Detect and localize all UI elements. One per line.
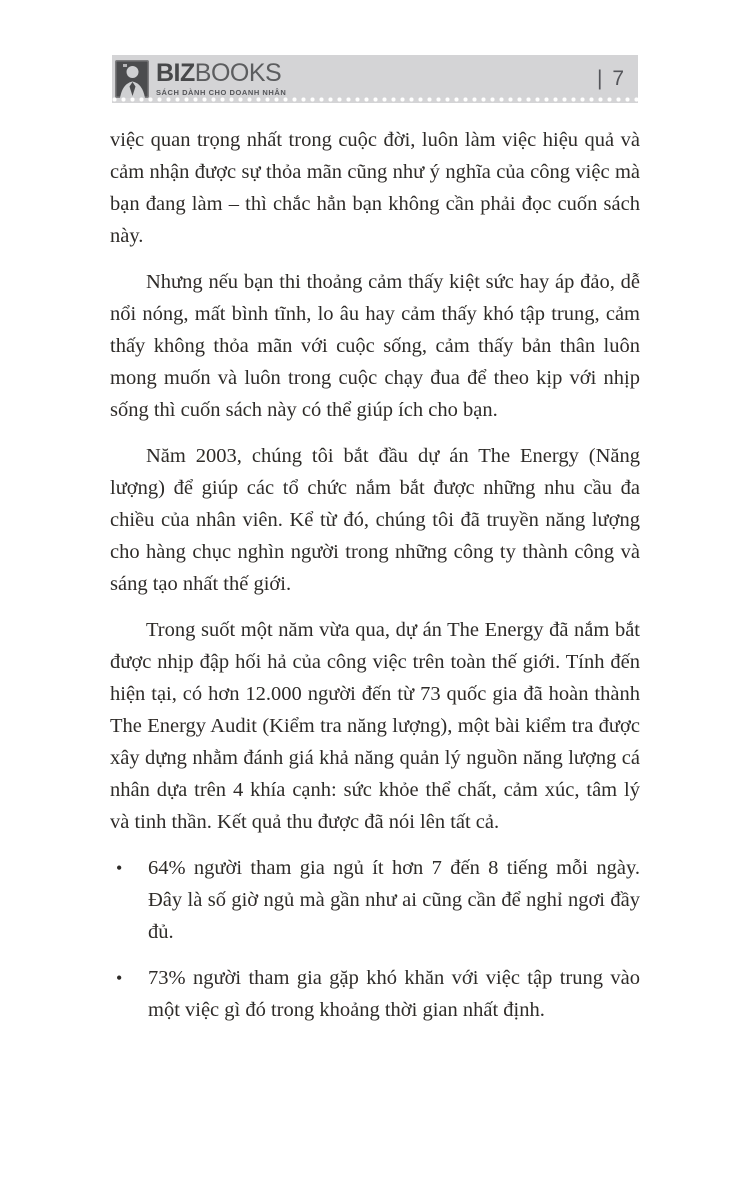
businessman-icon — [115, 60, 149, 98]
brand-books: BOOKS — [194, 58, 282, 87]
brand-biz: BIZ — [156, 58, 195, 87]
bullet-icon: • — [116, 968, 123, 988]
bullet-text: 73% người tham gia gặp khó khăn với việc tập trung vào một việc gì đó trong khoảng thời gian nhất định. — [148, 967, 640, 1021]
bullet-text: 64% người tham gia ngủ ít hơn 7 đến 8 tiếng mỗi ngày. Đây là số giờ ngủ mà gần như ai cũng cần để nghỉ ngơi đầy đủ. — [148, 857, 640, 943]
page-number: | 7 — [597, 67, 626, 90]
paragraph-3: Năm 2003, chúng tôi bắt đầu dự án The Energy (Năng lượng) để giúp các tổ chức nắm bắt được những nhu cầu đa chiều của nhân viên. Kể từ đó, chúng tôi đã truyền năng lượng cho hàng chục nghìn người trong những công ty thành công và sáng tạo nhất thế giới. — [110, 445, 640, 595]
bullet-icon: • — [116, 858, 123, 878]
statistics-list — [110, 852, 640, 1026]
page-content — [110, 124, 640, 1040]
paragraph-2: Nhưng nếu bạn thi thoảng cảm thấy kiệt sức hay áp đảo, dễ nổi nóng, mất bình tĩnh, lo âu hay cảm thấy khó tập trung, cảm thấy không thỏa mãn với cuộc sống, cảm thấy bản thân luôn mong muốn và luôn trong cuộc chạy đua để theo kịp với nhịp sống thì cuốn sách này có thể giúp ích cho bạn. — [110, 271, 640, 421]
bizbooks-logo — [112, 60, 286, 98]
list-item — [110, 962, 640, 1026]
paragraph-4: Trong suốt một năm vừa qua, dự án The Energy đã nắm bắt được nhịp đập hối hả của công việc trên toàn thế giới. Tính đến hiện tại, có hơn 12.000 người đến từ 73 quốc gia đã hoàn thành The Energy Audit (Kiểm tra năng lượng), một bài kiểm tra được xây dựng nhằm đánh giá khả năng quản lý nguồn năng lượng cá nhân dựa trên 4 khía cạnh: sức khỏe thể chất, cảm xúc, tâm lý và tinh thần. Kết quả thu được đã nói lên tất cả. — [110, 619, 640, 833]
paragraph-1: việc quan trọng nhất trong cuộc đời, luôn làm việc hiệu quả và cảm nhận được sự thỏa mãn cũng như ý nghĩa của công việc mà bạn đang làm – thì chắc hẳn bạn không cần phải đọc cuốn sách này. — [110, 129, 640, 247]
brand-name — [156, 58, 286, 87]
list-item — [110, 852, 640, 948]
logo-text — [156, 58, 287, 98]
page-header — [112, 55, 638, 103]
brand-tagline: SÁCH DÀNH CHO DOANH NHÂN — [156, 88, 287, 98]
